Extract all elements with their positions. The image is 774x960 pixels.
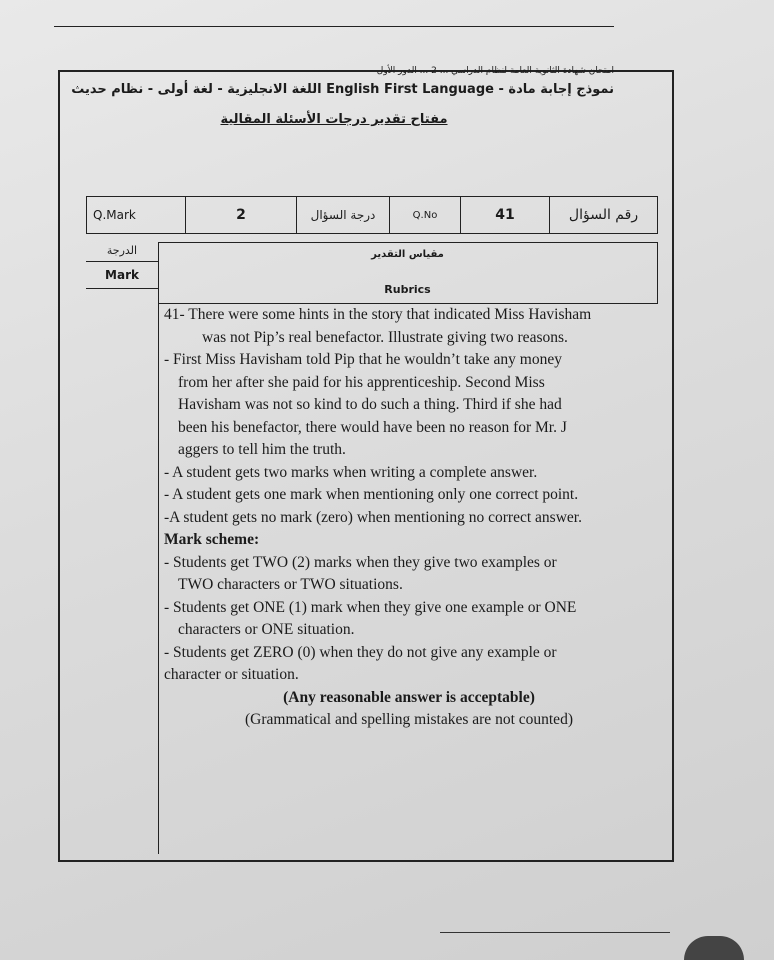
scheme-item: - Students get ZERO (0) when they do not give any example or [164,643,557,661]
model-answer: been his benefactor, there would have been no reason for Mr. J [178,418,567,436]
mark-label: Mark [86,266,158,289]
mark-column [86,242,159,854]
model-answer: Havisham was not so kind to do such a thing. Third if she had [178,396,562,413]
question-info-bar [86,196,658,234]
qmark-value: 2 [186,197,297,233]
document-header [54,26,614,186]
qmark-label: Q.Mark [87,197,186,233]
rubric-key-title: مفتاح تقدير درجات الأسئلة المقالية [220,112,448,127]
subject-title: نموذج إجابة مادة - English First Language اللغة الانجليزية - لغة أولى - نظام حديث [71,82,614,97]
scheme-item: TWO characters or TWO situations. [178,576,403,593]
note-grammar: (Grammatical and spelling mistakes are not counted) [245,711,573,728]
question-text: was not Pip’s real benefactor. Illustrate giving two reasons. [202,328,568,346]
model-answer: from her after she paid for his apprenticeship. Second Miss [178,373,545,391]
model-answer: aggers to tell him the truth. [178,441,346,458]
footer-rule [440,932,670,933]
rubric-content [164,304,654,732]
scheme-item: - Students get ONE (1) mark when they give one example or ONE [164,598,577,616]
scheme-item: characters or ONE situation. [178,621,355,638]
rubrics-label: Rubrics [384,283,431,296]
model-answer: - First Miss Havisham told Pip that he wouldn’t take any money [164,351,562,368]
corner-shadow [684,936,744,960]
question-text: 41- There were some hints in the story that indicated Miss Havisham [164,306,592,323]
criterion: - A student gets two marks when writing a complete answer. [164,463,538,481]
rubrics-header [158,242,658,304]
scheme-item: - Students get TWO (2) marks when they give two examples or [164,553,557,571]
qno-value: 41 [461,197,550,233]
note-reasonable: (Any reasonable answer is acceptable) [283,688,535,706]
qno-label-ar: رقم السؤال [568,207,639,223]
rubric-table [86,242,658,854]
header-rule [54,26,614,27]
criterion: - A student gets one mark when mentioning only one correct point. [164,486,579,503]
qno-label: Q.No [390,197,461,233]
exam-title-ar: امتحان شهادة الثانوية العامة لنظام الدراسي ... 2 ... الدور الأول [376,66,614,76]
criterion: -A student gets no mark (zero) when mentioning no correct answer. [164,508,582,526]
qmark-label-ar: درجة السؤال [297,197,390,233]
mark-scheme-title: Mark scheme: [164,531,260,548]
mark-label-ar: الدرجة [86,244,158,262]
scheme-item: character or situation. [164,666,299,683]
rubrics-label-ar: مقياس التقدير [371,249,444,260]
